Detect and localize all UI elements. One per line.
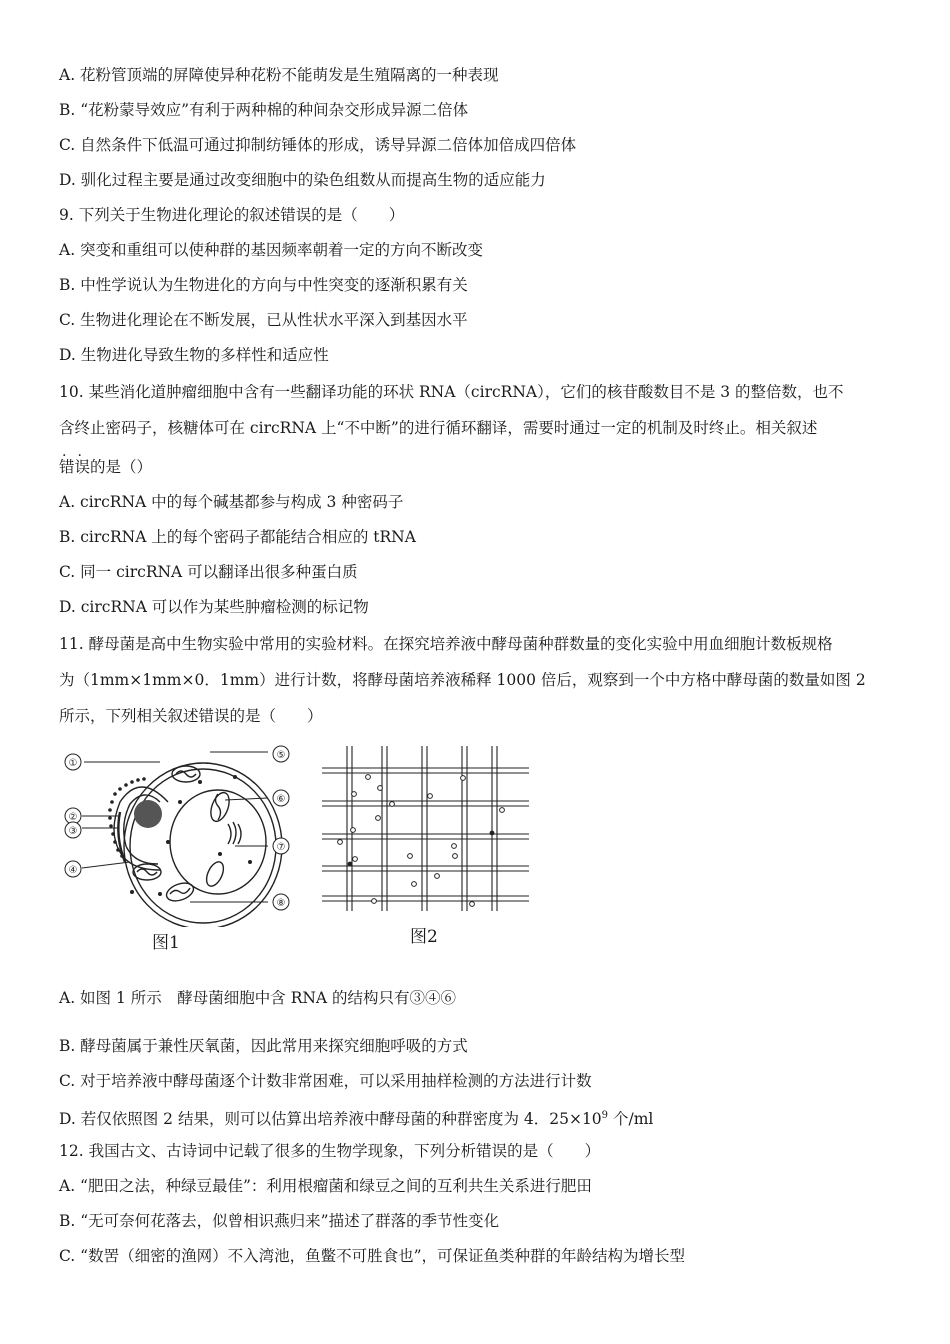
q11-option-d-unit: 个/ml [608,1110,654,1129]
q12-option-a: A. “肥田之法，种绿豆最佳”：利用根瘤菌和绿豆之间的互利共生关系进行肥田 [59,1177,592,1195]
figure2-counting-grid [322,746,532,916]
q9-stem: 9. 下列关于生物进化理论的叙述错误的是（ ） [59,206,405,224]
figure1-yeast-cell-diagram [60,742,300,927]
q8-option-c: C. 自然条件下低温可通过抑制纺锤体的形成，诱导异源二倍体加倍成四倍体 [59,136,577,154]
q11-option-b: B. 酵母菌属于兼性厌氧菌，因此常用来探究细胞呼吸的方式 [59,1037,468,1055]
q10-stem-line3: 错误的是（） [59,458,153,476]
q9-option-d: D. 生物进化导致生物的多样性和适应性 [59,346,329,364]
figure1-label-1: ① [68,758,78,769]
figure1-label-2: ② [68,812,78,823]
q10-option-c: C. 同一 circRNA 可以翻译出很多种蛋白质 [59,563,358,581]
q10-option-d: D. circRNA 可以作为某些肿瘤检测的标记物 [59,598,369,616]
figure1-label-3: ③ [68,826,78,837]
q10-stem-line1: 10. 某些消化道肿瘤细胞中含有一些翻译功能的环状 RNA（circRNA），它们的核苷酸数目不是 3 的整倍数，也不 [59,383,844,401]
q11-stem-line1: 11. 酵母菌是高中生物实验中常用的实验材料。在探究培养液中酵母菌种群数量的变化实验中用血细胞计数板规格 [59,635,833,653]
q11-option-a: A. 如图 1 所示 酵母菌细胞中含 RNA 的结构只有③④⑥ [59,989,457,1007]
q10-stem-line2: 含终止密码子，核糖体可在 circRNA 上“不中断”的进行循环翻译，需要时通过一定的机制及时终止。相关叙述 [59,419,818,437]
q9-option-a: A. 突变和重组可以使种群的基因频率朝着一定的方向不断改变 [59,241,484,259]
q11-option-d-text: D. 若仅依照图 2 结果，则可以估算出培养液中酵母菌的种群密度为 4．25×10 [59,1110,602,1129]
q10-option-a: A. circRNA 中的每个碱基都参与构成 3 种密码子 [59,493,404,511]
figure1-label-5: ⑤ [276,750,286,761]
q11-option-c: C. 对于培养液中酵母菌逐个计数非常困难，可以采用抽样检测的方法进行计数 [59,1072,592,1090]
q9-option-b: B. 中性学说认为生物进化的方向与中性突变的逐渐积累有关 [59,276,468,294]
q12-stem: 12. 我国古文、古诗词中记载了很多的生物学现象，下列分析错误的是（ ） [59,1142,601,1160]
q11-stem-line3: 所示，下列相关叙述错误的是（ ） [59,707,323,725]
figure1-caption: 图1 [152,933,180,953]
q10-option-b: B. circRNA 上的每个密码子都能结合相应的 tRNA [59,528,416,546]
q11-option-d [59,1106,653,1129]
exponent: 9 [601,1110,609,1121]
q8-option-b: B. “花粉蒙导效应”有利于两种棉的种间杂交形成异源二倍体 [59,101,469,119]
figure1-label-6: ⑥ [276,794,286,805]
q12-option-c: C. “数罟（细密的渔网）不入湾池，鱼鳖不可胜食也”，可保证鱼类种群的年龄结构为增长型 [59,1247,686,1265]
q9-option-c: C. 生物进化理论在不断发展，已从性状水平深入到基因水平 [59,311,468,329]
q11-stem-line2: 为（1mm×1mm×0．1mm）进行计数，将酵母菌培养液稀释 1000 倍后，观察到一个中方格中酵母菌的数量如图 2 [59,671,866,689]
q12-option-b: B. “无可奈何花落去，似曾相识燕归来”描述了群落的季节性变化 [59,1212,500,1230]
figure1-label-4: ④ [68,865,78,876]
figure2-caption: 图2 [410,927,438,947]
q8-option-d: D. 驯化过程主要是通过改变细胞中的染色组数从而提高生物的适应能力 [59,171,546,189]
q8-option-a: A. 花粉管顶端的屏障使异种花粉不能萌发是生殖隔离的一种表现 [59,66,499,84]
figure1-label-8: ⑧ [276,898,286,909]
emphasis-dots: .. [62,444,93,460]
figure1-label-7: ⑦ [276,842,286,853]
